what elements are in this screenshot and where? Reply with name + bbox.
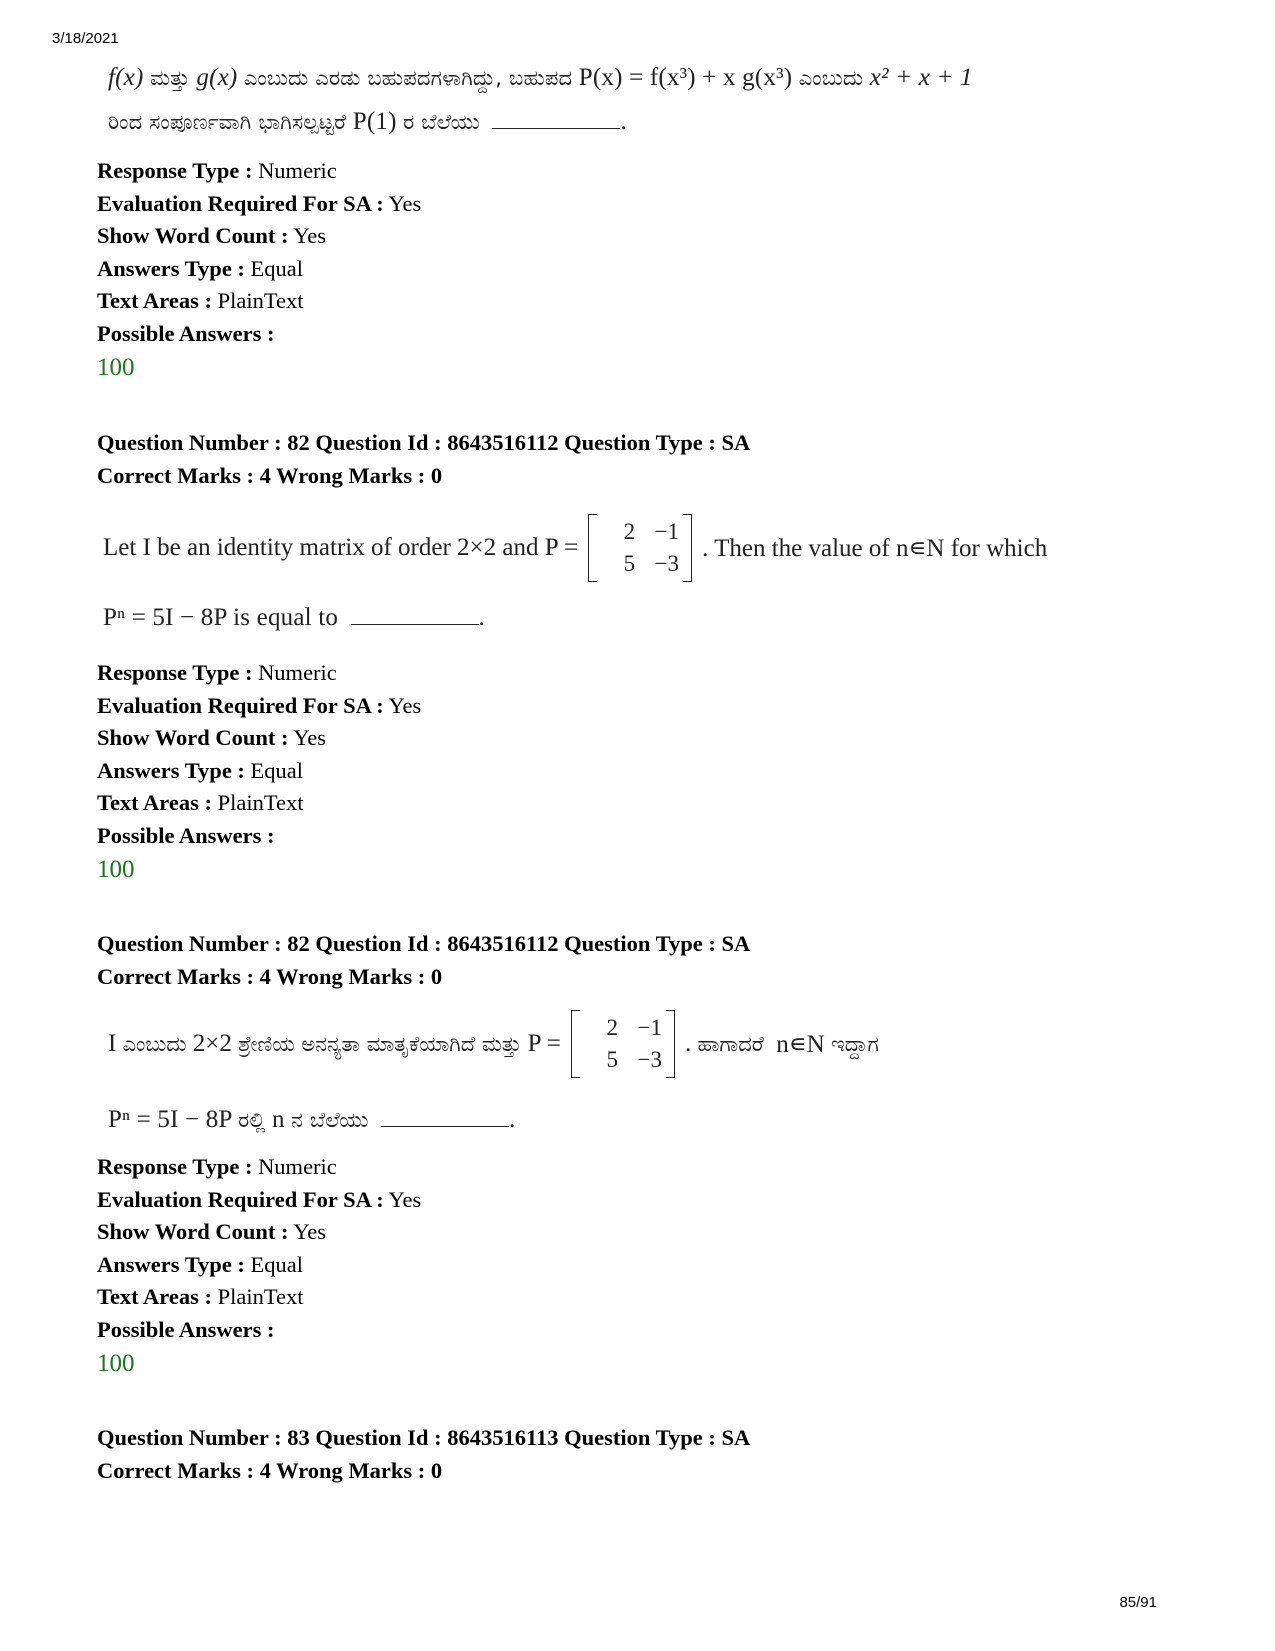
possible-answer: 100 <box>97 855 135 883</box>
question-image-line-1: f(x) ಮತ್ತು g(x) ಎಂಬುದು ಎರಡು ಬಹುಪದಗಳಾಗಿದ್ದು, ಬಹುಪದ P(x) = f(x³) + x g(x³) ಎಂಬುದು x² + x + 1 <box>108 64 973 91</box>
print-date: 3/18/2021 <box>52 30 119 47</box>
question-text-line-1: I ಎಂಬುದು 2×2 ಶ್ರೇಣಿಯ ಅನನ್ಯತಾ ಮಾತೃಕೆಯಾಗಿದೆ ಮತ್ತು P = 2 −1 5 −3 . ಹಾಗಾದರೆ n∊N ಇದ್ದಾಗ <box>108 1008 879 1080</box>
possible-answer: 100 <box>97 1349 135 1377</box>
answer-blank <box>492 110 620 129</box>
answer-blank <box>351 606 479 625</box>
matrix-p: 2 −1 5 −3 <box>571 1010 675 1078</box>
question-header: Question Number : 82 Question Id : 8643516112 Question Type : SA Correct Marks : 4 Wrong Marks : 0 <box>97 931 751 989</box>
question-meta-2: Response Type : Numeric Evaluation Required For SA : Yes Show Word Count : Yes Answers Type : Equal Text Areas : PlainText Possible Answers : 100 <box>97 657 421 887</box>
question-text-line-2: Pⁿ = 5I − 8P is equal to . <box>103 604 485 631</box>
page-number: 85/91 <box>1119 1594 1157 1611</box>
question-meta-1: Response Type : Numeric Evaluation Required For SA : Yes Show Word Count : Yes Answers Type : Equal Text Areas : PlainText Possible Answers : 100 <box>97 155 421 385</box>
question-image-line-2: ರಿಂದ ಸಂಪೂರ್ಣವಾಗಿ ಭಾಗಿಸಲ್ಪಟ್ಟರೆ P(1) ರ ಬೆಲೆಯು . <box>108 108 627 135</box>
possible-answer: 100 <box>97 353 135 381</box>
question-meta-3: Response Type : Numeric Evaluation Required For SA : Yes Show Word Count : Yes Answers Type : Equal Text Areas : PlainText Possible Answers : 100 <box>97 1151 421 1381</box>
question-header: Question Number : 83 Question Id : 8643516113 Question Type : SA Correct Marks : 4 Wrong Marks : 0 <box>97 1425 751 1483</box>
question-header: Question Number : 82 Question Id : 8643516112 Question Type : SA Correct Marks : 4 Wrong Marks : 0 <box>97 430 751 488</box>
question-text-line-1: Let I be an identity matrix of order 2×2 and P = 2 −1 5 −3 . Then the value of n∊N for which <box>103 512 1047 584</box>
matrix-p: 2 −1 5 −3 <box>588 514 692 582</box>
question-text-line-2: Pⁿ = 5I − 8P ರಲ್ಲಿ n ನ ಬೆಲೆಯು . <box>108 1106 516 1133</box>
answer-blank <box>381 1108 509 1127</box>
